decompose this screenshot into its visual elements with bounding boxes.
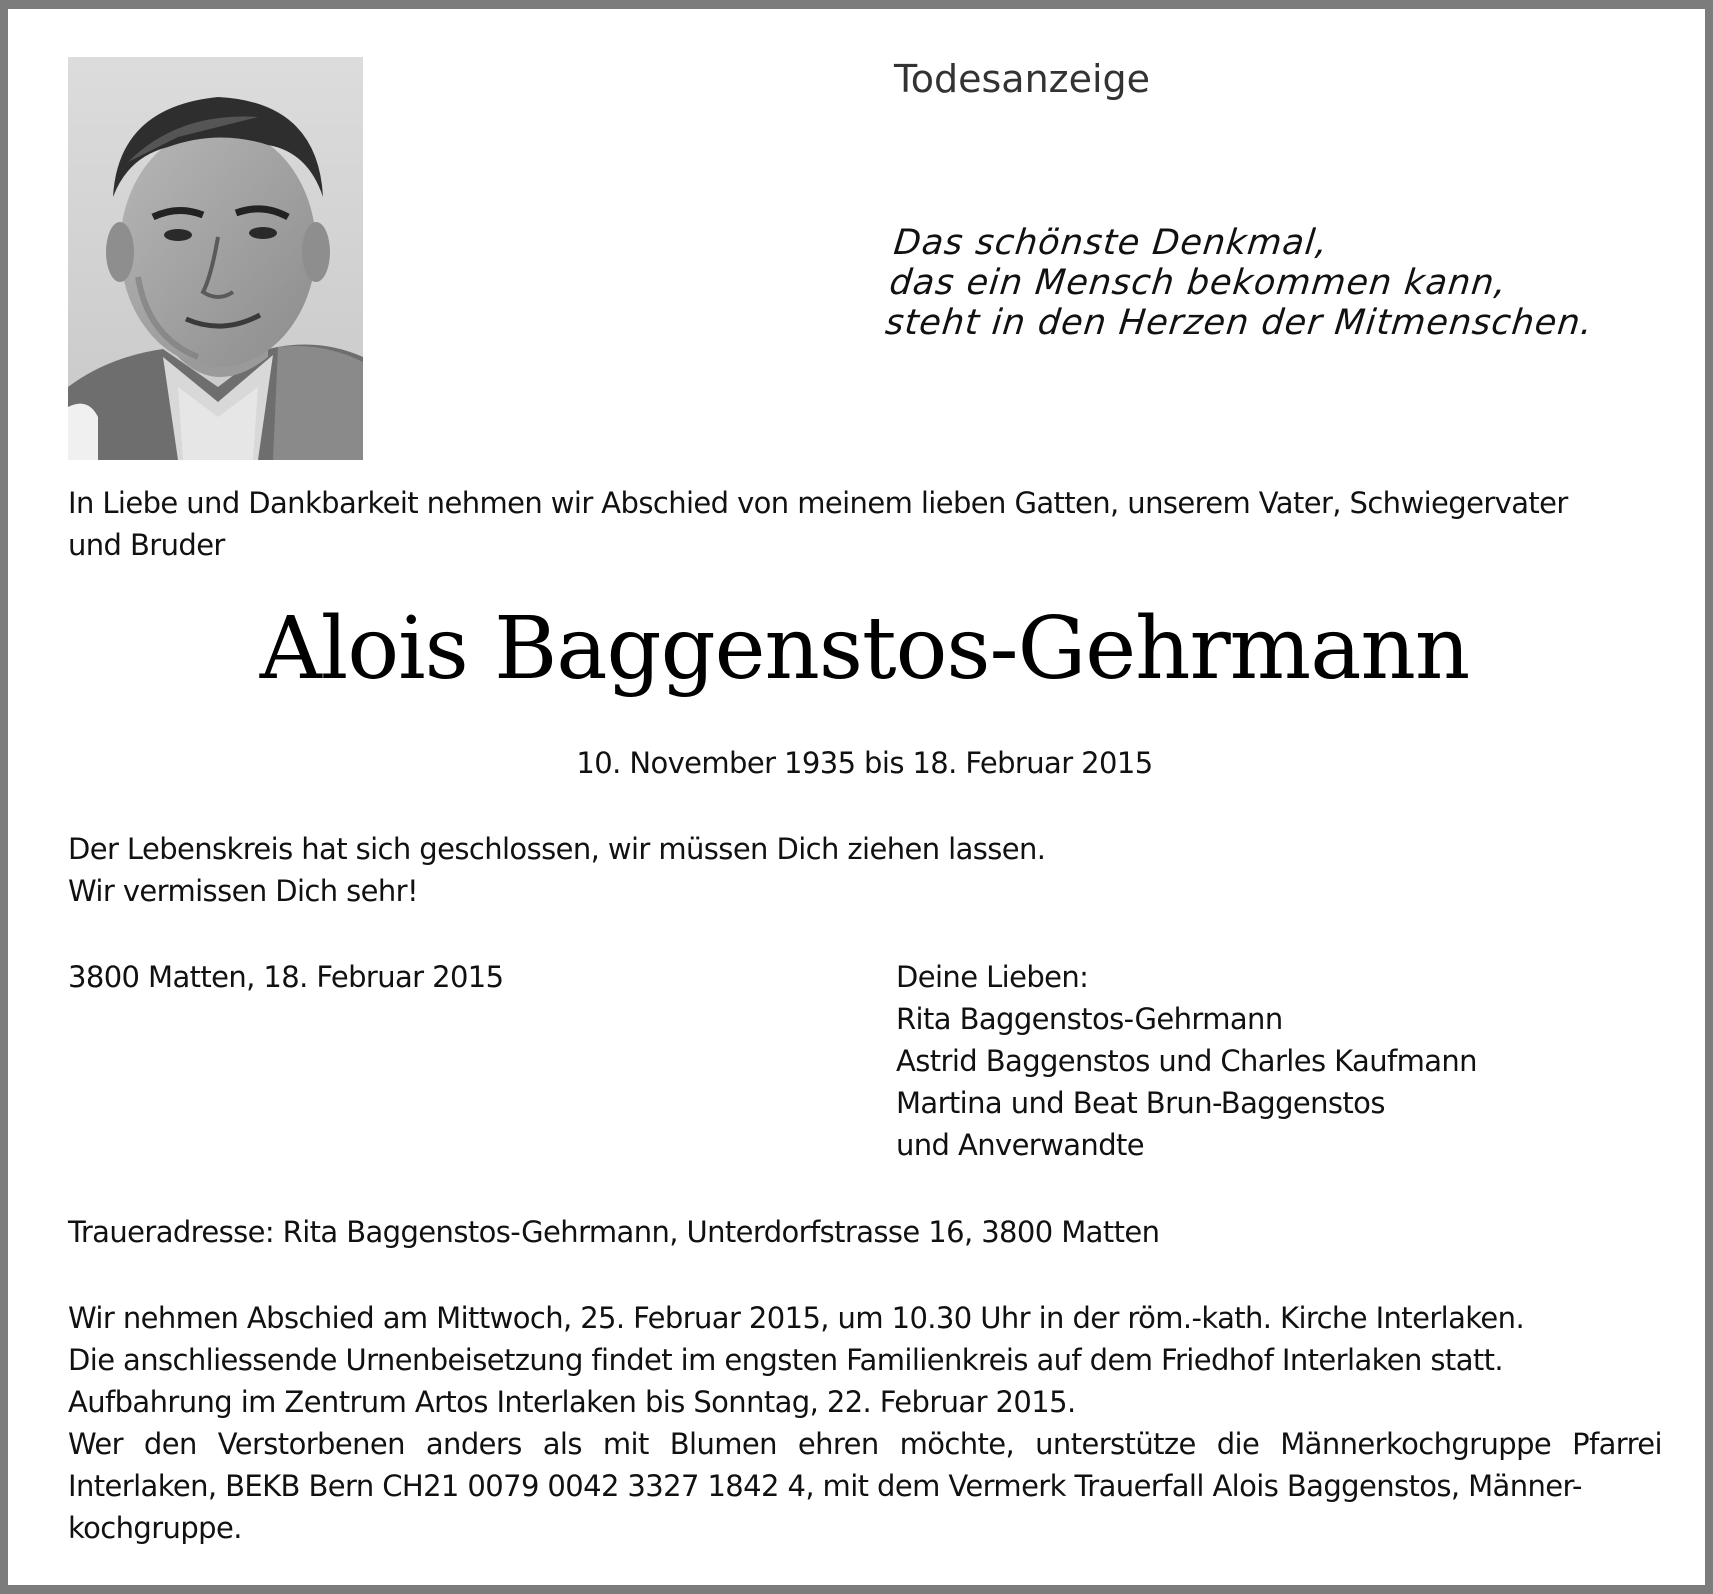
ceremony-line: Wir nehmen Abschied am Mittwoch, 25. Februar 2015, um 10.30 Uhr in der röm.-kath. Kirche Interlaken. [68,1301,1525,1335]
farewell-line: Der Lebenskreis hat sich geschlossen, wir müssen Dich ziehen lassen. [68,832,1046,866]
intro-line: In Liebe und Dankbarkeit nehmen wir Abschied von meinem lieben Gatten, unserem Vater, Schwiegervater [68,486,1568,520]
family-member: Martina und Beat Brun-Baggenstos [896,1086,1385,1120]
ceremony-line: Die anschliessende Urnenbeisetzung findet im engsten Familienkreis auf dem Friedhof Interlaken statt. [68,1343,1504,1377]
life-dates: 10. November 1935 bis 18. Februar 2015 [576,746,1153,780]
ceremony-details [68,1297,1662,1549]
mourning-address: Traueradresse: Rita Baggenstos-Gehrmann, Unterdorfstrasse 16, 3800 Matten [68,1215,1160,1249]
ceremony-line: Aufbahrung im Zentrum Artos Interlaken bis Sonntag, 22. Februar 2015. [68,1385,1076,1419]
ceremony-line: Interlaken, BEKB Bern CH21 0079 0042 3327 1842 4, mit dem Vermerk Trauerfall Alois Baggenstos, Männer- [68,1469,1582,1503]
deceased-name: Alois Baggenstos-Gehrmann [259,599,1470,699]
family-list [896,956,1477,1166]
ceremony-line: Wer den Verstorbenen anders als mit Blumen ehren möchte, unterstütze die Männerkochgruppe Pfarrei [68,1427,1662,1461]
place-date: 3800 Matten, 18. Februar 2015 [68,960,504,994]
quote-line: das ein Mensch bekommen kann, [887,263,1509,303]
intro-line: und Bruder [68,528,225,562]
intro-text [68,482,1668,566]
farewell-line: Wir vermissen Dich sehr! [68,874,419,908]
farewell-text [68,828,1045,912]
family-member: Rita Baggenstos-Gehrmann [896,1002,1283,1036]
portrait-photo [68,57,363,460]
family-member: und Anverwandte [896,1128,1145,1162]
quote-line: steht in den Herzen der Mitmenschen. [883,303,1595,343]
ceremony-line: kochgruppe. [68,1511,242,1545]
quote-line: Das schönste Denkmal, [891,223,1330,263]
family-heading: Deine Lieben: [896,960,1089,994]
notice-type-label: Todesanzeige [894,57,1151,101]
family-member: Astrid Baggenstos und Charles Kaufmann [896,1044,1477,1078]
memorial-quote [883,223,1603,343]
